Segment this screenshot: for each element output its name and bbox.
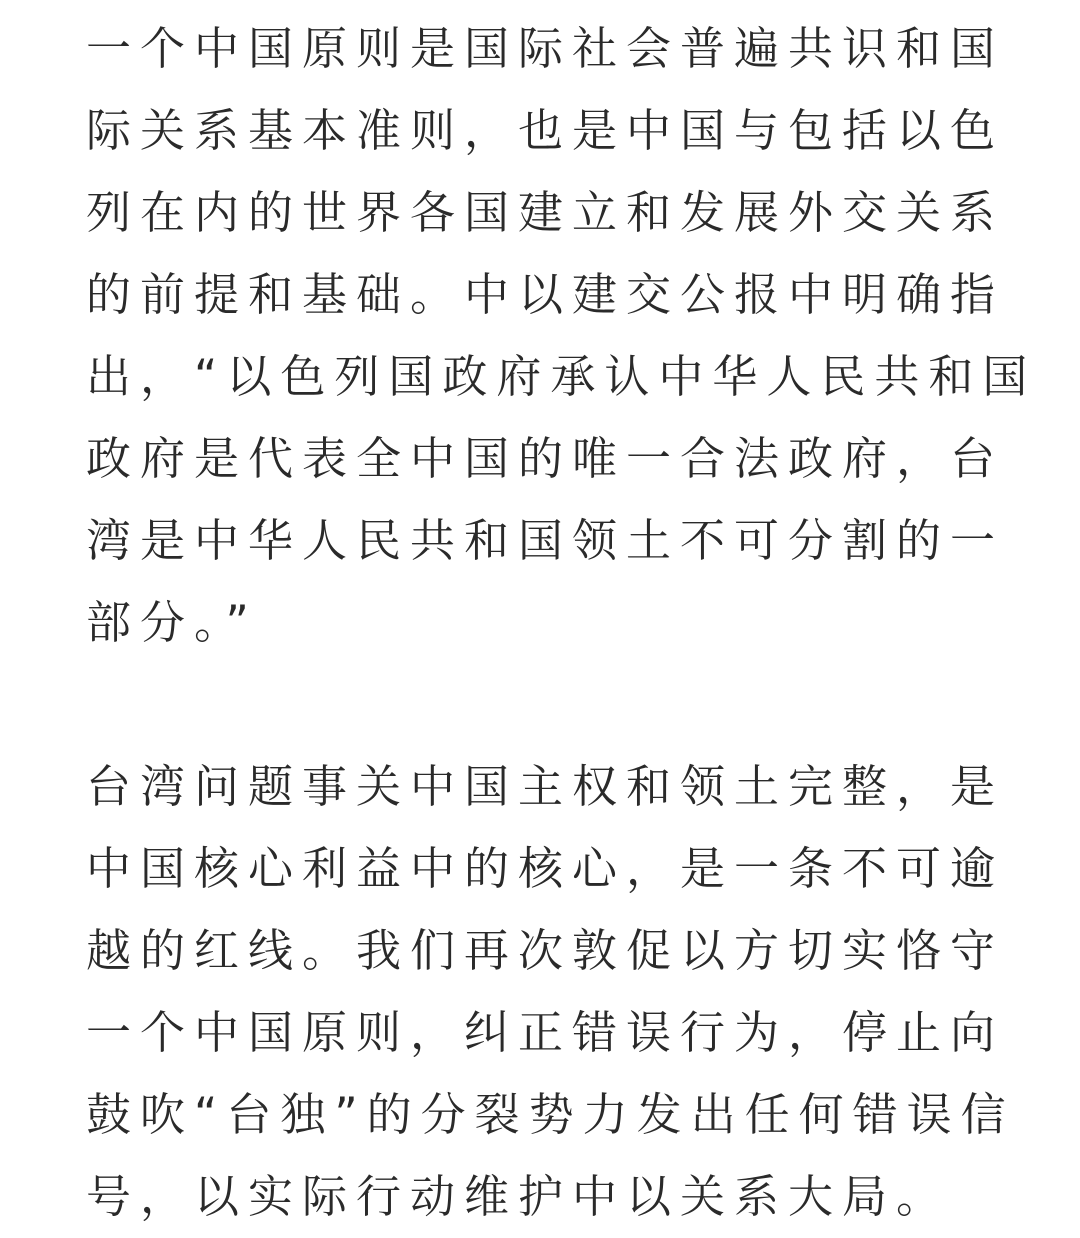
text-line: 部分。” <box>86 596 258 649</box>
article-body <box>86 8 1037 1238</box>
text-line: 列在内的世界各国建立和发展外交关系 <box>86 186 1005 239</box>
text-line: 台湾问题事关中国主权和领土完整，是 <box>86 760 1005 813</box>
text-line: 政府是代表全中国的唯一合法政府，台 <box>86 432 1005 485</box>
text-line: 鼓吹“台独”的分裂势力发出任何错误信 <box>86 1088 1015 1141</box>
text-line: 一个中国原则是国际社会普遍共识和国 <box>86 22 1005 75</box>
paragraph-taiwan-question <box>86 746 1015 1238</box>
text-line: 一个中国原则，纠正错误行为，停止向 <box>86 1006 1005 1059</box>
paragraph-spacer <box>86 664 1006 746</box>
text-line: 中国核心利益中的核心，是一条不可逾 <box>86 842 1005 895</box>
text-line: 际关系基本准则，也是中国与包括以色 <box>86 104 1005 157</box>
text-line: 湾是中华人民共和国领土不可分割的一 <box>86 514 1005 567</box>
paragraph-one-china-principle <box>86 8 1037 664</box>
text-line: 出，“以色列国政府承认中华人民共和国 <box>86 350 1037 403</box>
text-line: 号，以实际行动维护中以关系大局。 <box>86 1170 951 1223</box>
text-line: 越的红线。我们再次敦促以方切实恪守 <box>86 924 1005 977</box>
text-line: 的前提和基础。中以建交公报中明确指 <box>86 268 1005 321</box>
